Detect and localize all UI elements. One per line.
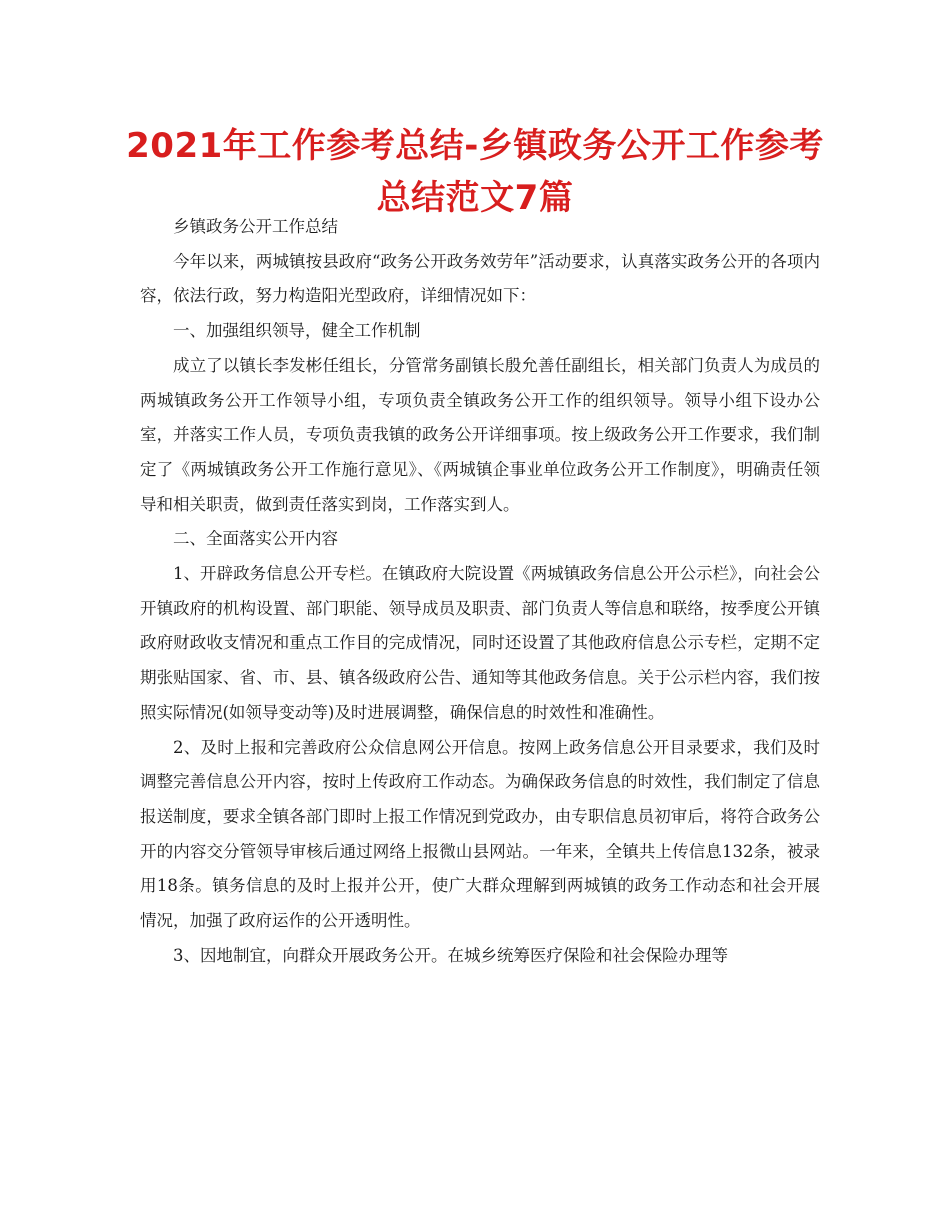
paragraph-heading-2: 二、全面落实公开内容 [173, 529, 338, 549]
paragraph-organization: 成立了以镇长李发彬任组长，分管常务副镇长殷允善任副组长，相关部门负责人为成员的两城镇政务公开工作领导小组，专项负责全镇政务公开工作的组织领导。领导小组下设办公室，并落实工作人员，专项负责我镇的政务公开详细事项。按上级政务公开工作要求，我们制定了《两城镇政务公开工作施行意见》、《两城镇企事业单位政务公开工作制度》，明确责任领导和相关职责，做到责任落实到岗，工作落实到人。 [140, 355, 820, 514]
paragraph-section-title: 乡镇政务公开工作总结 [173, 217, 338, 236]
document-body [140, 210, 820, 973]
paragraph-heading-1: 一、加强组织领导，健全工作机制 [173, 321, 421, 341]
paragraph-item-1: 1、开辟政务信息公开专栏。在镇政府大院设置《两城镇政务信息公开公示栏》，向社会公开镇政府的机构设置、部门职能、领导成员及职责、部门负责人等信息和联络，按季度公开镇政府财政收支情况和重点工作目的完成情况，同时还设置了其他政府信息公示专栏，定期不定期张贴国家、省、市、县、镇各级政府公告、通知等其他政务信息。关于公示栏内容，我们按照实际情况(如领导变动等)及时进展调整，确保信息的时效性和准确性。 [140, 564, 820, 722]
paragraph-item-3: 3、因地制宜，向群众开展政务公开。在城乡统筹医疗保险和社会保险办理等 [173, 945, 728, 965]
document-title: 2021年工作参考总结-乡镇政务公开工作参考总结范文7篇 [126, 126, 824, 218]
paragraph-intro: 今年以来，两城镇按县政府“政务公开政务效劳年”活动要求，认真落实政务公开的各项内容，依法行政，努力构造阳光型政府，详细情况如下： [140, 251, 820, 306]
paragraph-item-2: 2、及时上报和完善政府公众信息网公开信息。按网上政务信息公开目录要求，我们及时调整完善信息公开内容，按时上传政府工作动态。为确保政务信息的时效性，我们制定了信息报送制度，要求全镇各部门即时上报工作情况到党政办，由专职信息员初审后，将符合政务公开的内容交分管领导审核后通过网络上报微山县网站。一年来，全镇共上传信息132条，被录用18条。镇务信息的及时上报并公开，使广大群众理解到两城镇的政务工作动态和社会开展情况，加强了政府运作的公开透明性。 [140, 737, 820, 931]
